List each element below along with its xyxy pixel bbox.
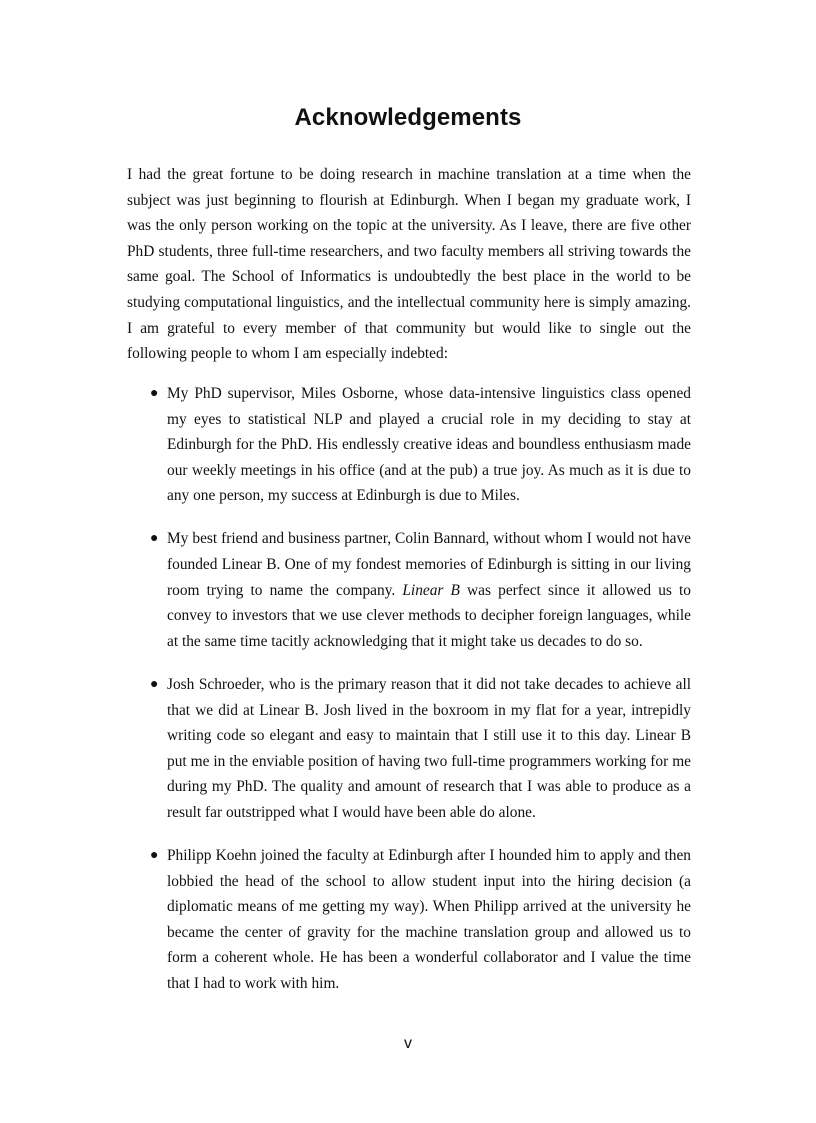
acknowledgement-list: [127, 381, 691, 1014]
page-number: v: [404, 1035, 412, 1052]
bullet-icon: ●: [150, 676, 159, 692]
bullet-icon: ●: [150, 386, 159, 401]
intro-paragraph: I had the great fortune to be doing research in machine translation at a time when the subject was just beginning to flourish at Edinburgh. When I began my graduate work, I was the only person working on the topic at the university. As I leave, there are five other PhD students, three full-time researchers, and two faculty members all striving towards the same goal. The School of Informatics is undoubtedly the best place in the world to be studying computational linguistics, and the intellectual community here is simply amazing. I am grateful to every member of that community but would like to single out the following people to whom I am especially indebted:: [127, 166, 691, 363]
list-item-text-before: My best friend and business partner, Colin Bannard, without whom I would not have founded Linear B. One of my fondest memories of Edinburgh is sitting in our living room trying to name the company.: [167, 530, 691, 599]
list-item-text: Philipp Koehn joined the faculty at Edinburgh after I hounded him to apply and then lobbied the head of the school to allow student input into the hiring decision (a diplomatic means of me getting my way). When Philipp arrived at the university he became the center of gravity for the machine translation group and allowed us to form a coherent whole. He has been a wonderful collaborator and I value the time that I had to work with him.: [167, 847, 691, 992]
list-item: [127, 526, 691, 654]
list-item-text: [167, 530, 691, 649]
bullet-icon: ●: [150, 848, 159, 863]
list-item-text: My PhD supervisor, Miles Osborne, whose data-intensive linguistics class opened my eyes to statistical NLP and played a crucial role in my deciding to stay at Edinburgh for the PhD. His endlessly creative ideas and boundless enthusiasm made our weekly meetings in his office (and at the pub) a true joy. As much as it is due to any one person, my success at Edinburgh is due to Miles.: [167, 385, 691, 505]
company-name-emphasis: Linear B: [402, 581, 460, 599]
list-item: [127, 381, 691, 509]
list-item-text-after: was perfect since it allowed us to convey to investors that we use clever methods to decipher foreign languages, while at the same time tacitly acknowledging that it might take us decades to do so.: [167, 581, 692, 650]
page-title: Acknowledgements: [294, 104, 522, 131]
list-item: [127, 672, 691, 826]
bullet-icon: ●: [150, 531, 159, 547]
list-item-text: Josh Schroeder, who is the primary reason that it did not take decades to achieve all that we did at Linear B. Josh lived in the boxroom in my flat for a year, intrepidly writing code so elegant and easy to maintain that I still use it to this day. Linear B put me in the enviable position of having two full-time programmers working for me during my PhD. The quality and amount of research that I was able to produce as a result far outstripped what I would have been able do alone.: [167, 675, 691, 821]
list-item: [127, 843, 691, 997]
